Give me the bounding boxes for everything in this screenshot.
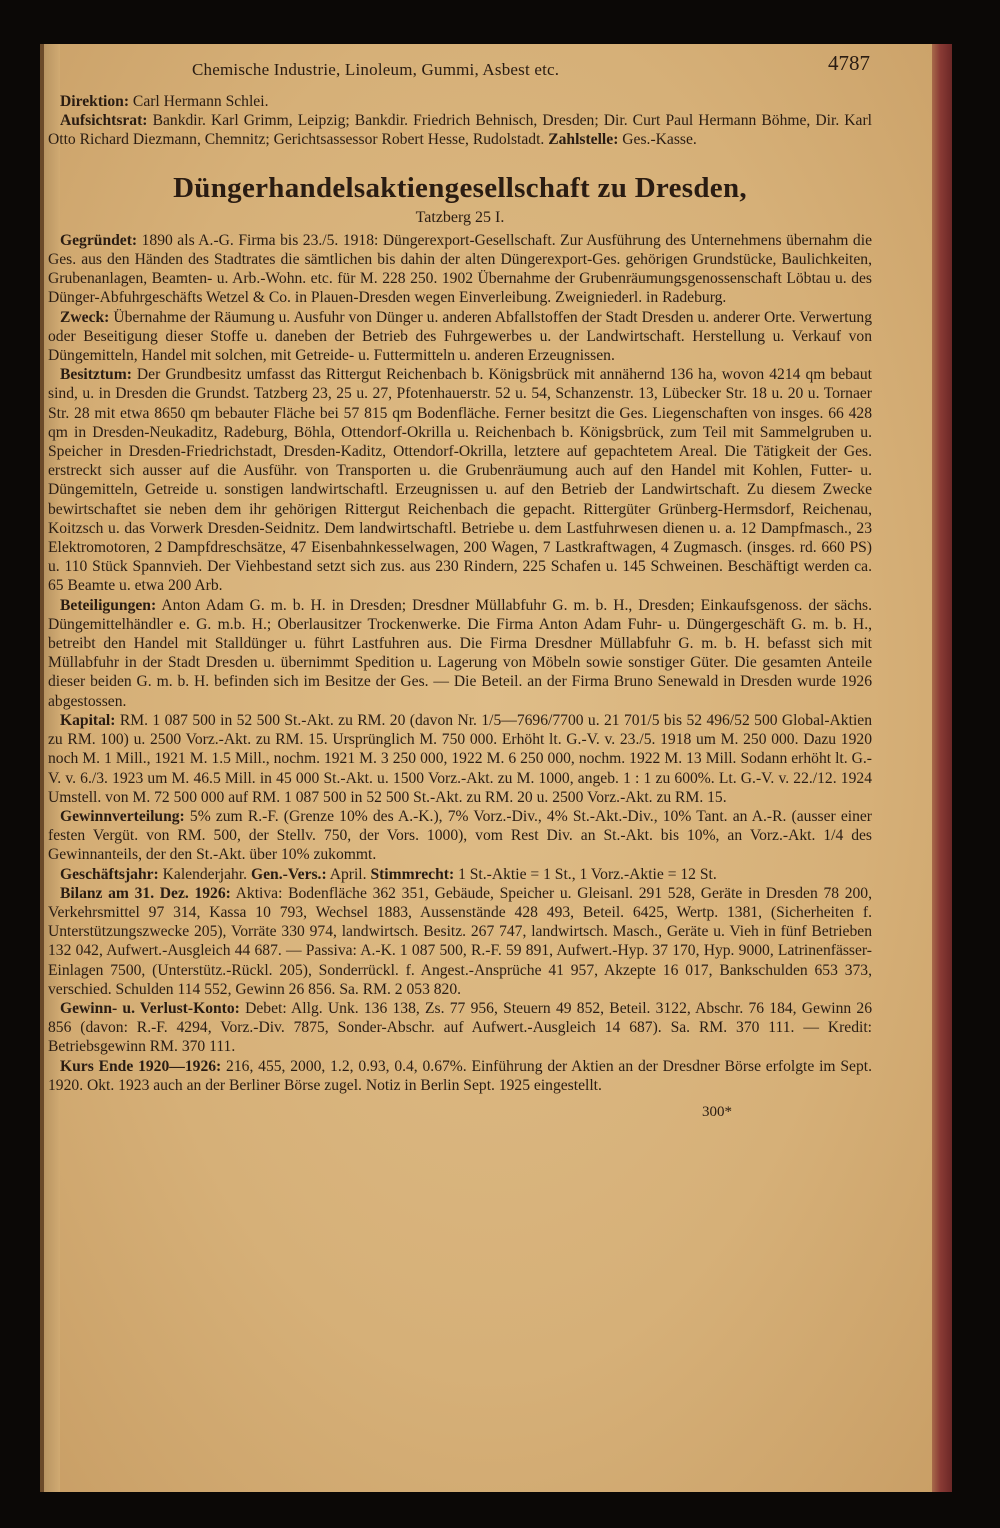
section-label: Gewinn- u. Verlust-Konto: xyxy=(60,999,240,1017)
section-gewinnverteilung xyxy=(48,807,872,865)
running-title: Chemische Industrie, Linoleum, Gummi, Asbest etc. xyxy=(192,60,560,79)
section-label: Bilanz am 31. Dez. 1926: xyxy=(60,884,231,902)
zahlstelle-label: Zahlstelle: xyxy=(548,131,619,149)
section-gewinn-verlust xyxy=(48,999,872,1057)
section-text: RM. 1 087 500 in 52 500 St.-Akt. zu RM. 20 (davon Nr. 1/5—7696/7700 u. 21 701/5 bis 52 496/52 500 Global-Aktien zu RM. 100) u. 2500 Vorz.-Akt. zu RM. 15. Ursprünglich M. 750 000. Erhöht lt. G.-V. v. 23./5. 1918 um M. 250 000. Dazu 1920 noch M. 1 Mill., 1921 M. 1.5 Mill., nochm. 1921 M. 3 250 000, 1922 M. 6 250 000, nochm. 1922 M. 13 Mill. Sodann erhöht lt. G.-V. v. 6./3. 1923 um M. 46.5 Mill. in 45 000 St.-Akt. u. 1500 Vorz.-Akt. zu M. 1000, angeb. 1 : 1 zu 600%. Lt. G.-V. v. 22./12. 1924 Umstell. von M. 72 500 000 auf RM. 1 087 500 in 52 500 St.-Akt. zu RM. 20 u. 2500 Vorz.-Akt. zu RM. 15. xyxy=(48,711,872,806)
gen-vers-label: Gen.-Vers.: xyxy=(251,865,327,883)
aufsichtsrat-text: Bankdir. Karl Grimm, Leipzig; Bankdir. Friedrich Behnisch, Dresden; Dir. Curt Paul Hermann Böhme, Dir. Karl Otto Richard Diezmann, Chemnitz; Gerichtsassessor Robert Hesse, Rudolstadt. xyxy=(48,112,873,149)
section-label: Kurs Ende 1920—1926: xyxy=(60,1057,222,1075)
stimmrecht-label: Stimmrecht: xyxy=(370,865,455,883)
section-gegruendet xyxy=(48,231,872,308)
stimmrecht-text: 1 St.-Aktie = 1 St., 1 Vorz.-Aktie = 12 St. xyxy=(458,865,717,883)
section-text: Aktiva: Bodenfläche 362 351, Gebäude, Speicher u. Gleisanl. 291 528, Geräte in Dresden 78 200, Verkehrsmittel 97 314, Kassa 10 793, Wechsel 1883, Aussenstände 428 493, Beteil. 6425, Wertp. 1381, (Sicherheiten f. Unterstützungszwecke 205), Vorräte 330 974, landwirtsch. Besitz. 267 747, landwirtsch. Masch., Geräte u. Vieh in fünf Betrieben 132 042, Aufwert.-Ausgleich 44 687. — Passiva: A.-K. 1 087 500, R.-F. 59 891, Aufwert.-Hyp. 37 170, Hyp. 9000, Latrinenfässer-Einlagen 7500, (Unterstütz.-Rückl. 205), Sonderrückl. f. Angest.-Ansprüche 41 957, Akzepte 16 017, Bankschulden 653 373, verschied. Schulden 114 552, Gewinn 26 856. Sa. RM. 2 053 820. xyxy=(48,884,872,998)
section-text: 5% zum R.-F. (Grenze 10% des A.-K.), 7% Vorz.-Div., 4% St.-Akt.-Div., 10% Tant. an A.-R. (ausser einer festen Vergüt. von RM. 500, der Stellv. 750, der Vors. 1000), vom Rest Div. an St.-Akt. bis 10%, an Vorz.-Akt. 1/4 des Gewinnanteils, der den St.-Akt. über 10% zukommt. xyxy=(48,807,872,864)
running-header xyxy=(48,51,872,92)
direktion-label: Direktion: xyxy=(60,93,130,110)
printer-signature: 300* xyxy=(702,1103,732,1120)
direktion-text: Carl Hermann Schlei. xyxy=(132,93,269,110)
section-text: Debet: Allg. Unk. 136 138, Zs. 77 956, Steuern 49 852, Beteil. 3122, Abschr. 76 184, Gewinn 26 856 (davon: R.-F. 4294, Vorz.-Div. 7875, Sonder-Abschr. auf Aufwert.-Ausgleich 14 687). Sa. RM. 370 111. — Kredit: Betriebsgewinn RM. 370 111. xyxy=(48,999,872,1056)
section-bilanz xyxy=(48,884,872,999)
section-kurs xyxy=(48,1057,872,1095)
aufsichtsrat-entry xyxy=(48,111,872,149)
company-address: Tatzberg 25 I. xyxy=(415,208,505,226)
section-besitztum xyxy=(48,365,872,595)
section-zweck xyxy=(48,308,872,366)
section-label: Geschäftsjahr: xyxy=(60,865,159,883)
section-label: Kapital: xyxy=(60,711,116,729)
section-label: Gewinnverteilung: xyxy=(60,807,185,825)
section-text: 216, 455, 2000, 1.2, 0.93, 0.4, 0.67%. Einführung der Aktien an der Dresdner Börse erfolgte im Sept. 1920. Okt. 1923 auch an der Berliner Börse zugel. Notiz in Berlin Sept. 1925 eingestellt. xyxy=(48,1057,872,1094)
company-name: Düngerhandelsaktiengesellschaft zu Dresden, xyxy=(173,171,747,204)
section-beteiligungen xyxy=(48,596,872,711)
section-label: Beteiligungen: xyxy=(60,596,157,614)
page-number: 4787 xyxy=(828,51,870,75)
section-label: Zweck: xyxy=(60,308,110,326)
book-binding xyxy=(932,44,952,1492)
aufsichtsrat-label: Aufsichtsrat: xyxy=(60,112,148,130)
gen-vers-text: April. xyxy=(329,865,367,883)
zahlstelle-text: Ges.-Kasse. xyxy=(622,131,697,149)
section-text: Der Grundbesitz umfasst das Rittergut Reichenbach b. Königsbrück mit annähernd 136 ha, wovon 4214 qm bebaut sind, u. in Dresden die Grundst. Tatzberg 23, 25 u. 27, Pfotenhauerstr. 52 u. 54, Schanzenstr. 13, Lübecker Str. 18 u. 20 u. Tornaer Str. 28 mit etwa 8650 qm bebauter Fläche bei 57 815 qm Bodenfläche. Ferner besitzt die Ges. Liegenschaften von insges. 66 428 qm in Dresden-Neukaditz, Radeburg, Böhla, Ottendorf-Okrilla u. Reichenbach b. Königsbrück, zum Teil mit Sammelgruben u. Speicher in Dresden-Friedrichstadt, Dresden-Kaditz, Ottendorf-Okrilla, letztere auf gepachtetem Areal. Die Tätigkeit der Ges. erstreckt sich ausser auf die Ausführ. von Transporten u. die Grubenräumung auch auf den Handel mit Kohlen, Futter- u. Düngemitteln, Getreide u. sonstigen landwirtschaftl. Erzeugnissen u. auf den Betrieb der Landwirtschaft. Zu diesem Zwecke bewirtschaftet sie neben dem ihr gehörigen Rittergut Reichenbach die gepacht. Rittergüter Grünberg-Hermsdorf, Reichenau, Koitzsch u. das Vorwerk Dresden-Seidnitz. Dem landwirtschaftl. Betriebe u. dem Lastfuhrwesen dienen u. a. 12 Dampfmasch., 23 Elektromotoren, 2 Dampfdreschsätze, 47 Eisenbahnkesselwagen, 200 Wagen, 7 Lastkraftwagen, 4 Zugmasch. (insges. rd. 660 PS) u. 110 Stück Spannvieh. Der Viehbestand setzt sich zus. aus 230 Rindern, 225 Schafen u. 145 Schweinen. Beschäftigt werden ca. 65 Beamte u. etwa 200 Arb. xyxy=(48,366,872,595)
section-kapital xyxy=(48,711,872,807)
section-label: Gegründet: xyxy=(60,231,138,249)
page-content xyxy=(48,51,873,1122)
section-geschaeftsjahr xyxy=(48,865,872,884)
section-text: Übernahme der Räumung u. Ausfuhr von Dünger u. anderen Abfallstoffen der Stadt Dresden u. anderer Orte. Verwertung oder Beseitigung dieser Stoffe u. daneben der Betrieb des Fuhrgewerbes u. der Landwirtschaft. Herstellung u. Verkauf von Düngemitteln, Handel mit solchen, mit Getreide- u. Futtermitteln u. anderen Erzeugnissen. xyxy=(48,308,873,365)
section-label: Besitztum: xyxy=(60,366,132,384)
direktion-entry xyxy=(48,92,872,111)
section-text: Kalenderjahr. xyxy=(162,865,248,883)
section-text: Anton Adam G. m. b. H. in Dresden; Dresdner Müllabfuhr G. m. b. H., Dresden; Einkaufsgenoss. der sächs. Düngemittelhändler e. G. m.b. H.; Oberlausitzer Trockenwerke. Die Firma Anton Adam Fuhr- u. Düngergeschäft G. m. b. H., betreibt den Handel mit Stalldünger u. führt Lastfuhren aus. Die Firma Dresdner Müllabfuhr G. m. b. H. befasst sich mit Müllabfuhr in der Stadt Dresden u. übernimmt Spedition u. Lagerung von Möbeln sowie sonstiger Güter. Die gesamten Anteile dieser beiden G. m. b. H. befinden sich im Besitze der Ges. — Die Beteil. an der Firma Bruno Senewald in Dresden wurde 1926 abgestossen. xyxy=(48,596,872,710)
section-text: 1890 als A.-G. Firma bis 23./5. 1918: Düngerexport-Gesellschaft. Zur Ausführung des Unternehmens übernahm die Ges. aus den Händen des Stadtrates die sämtlichen bis dahin der alten Düngerexport-Ges. gehörigen Grundstücke, Baulichkeiten, Grubenanlagen, Beamten- u. Arb.-Wohn. etc. für M. 228 250. 1902 Übernahme der Grubenräumungsgenossenschaft Löbtau u. des Dünger-Abfuhrgeschäfts Wetzel & Co. in Plauen-Dresden wegen Einverleibung. Zweigniederl. in Radeburg. xyxy=(48,231,872,307)
